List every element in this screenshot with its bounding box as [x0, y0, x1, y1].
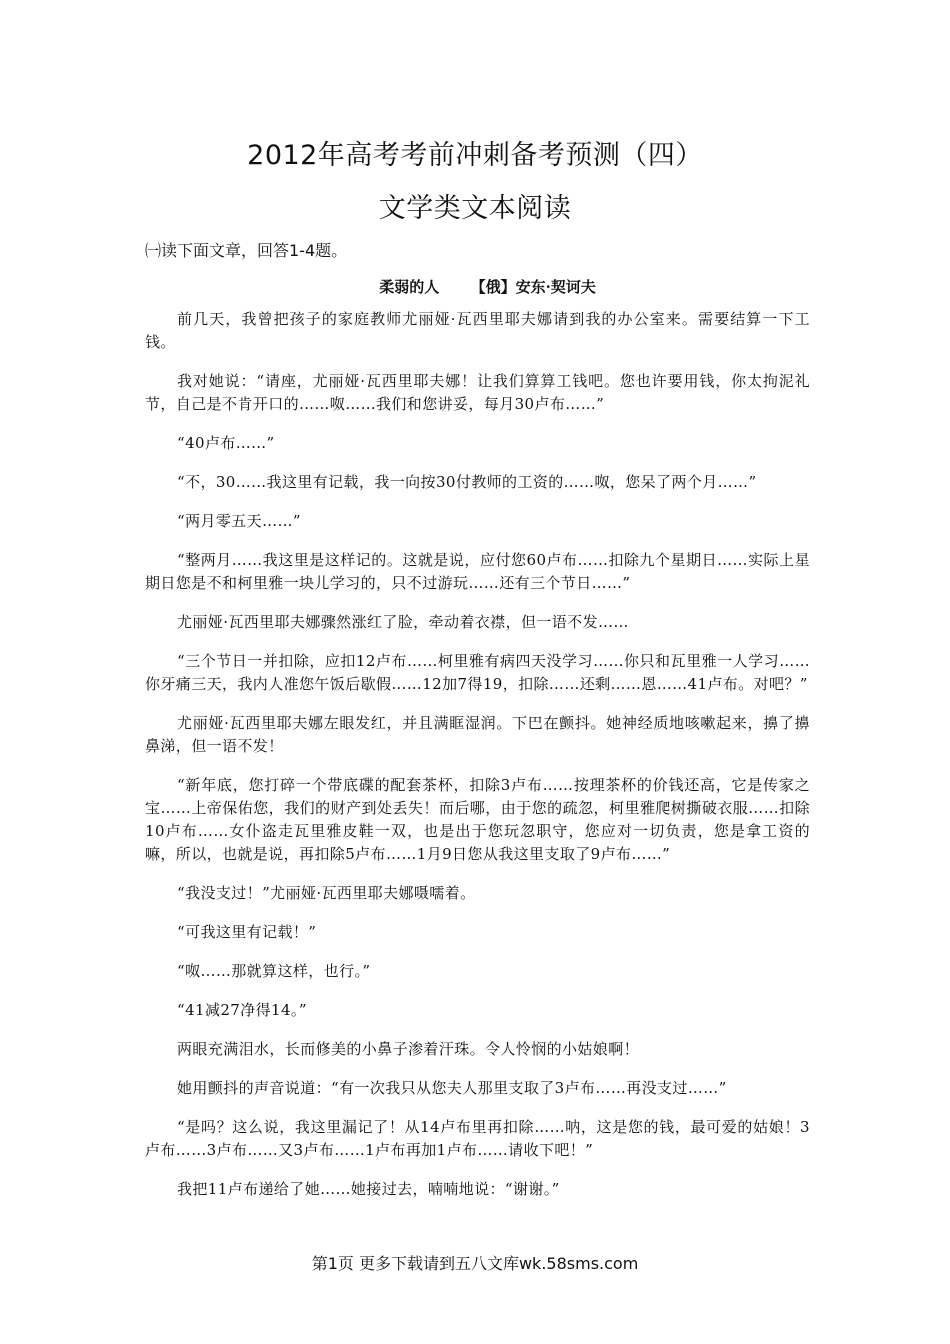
story-title: 柔弱的人 [379, 278, 440, 296]
paragraph: 前几天，我曾把孩子的家庭教师尤丽娅·瓦西里耶夫娜请到我的办公室来。需要结算一下工钱。 [145, 310, 810, 351]
story-body [145, 308, 810, 1217]
paragraph: 尤丽娅·瓦西里耶夫娜骤然涨红了脸，牵动着衣襟，但一语不发…… [177, 613, 629, 631]
paragraph: “整两月……我这里是这样记的。这就是说，应付您60卢布……扣除九个星期日……实际上星期日您是不和柯里雅一块儿学习的，只不过游玩……还有三个节日……” [145, 551, 810, 592]
paragraph: “呶……那就算这样，也行。” [177, 962, 371, 980]
document-title: 2012年高考考前冲刺备考预测（四） [247, 140, 703, 171]
paragraph: “不，30……我这里有记载，我一向按30付教师的工资的……呶，您呆了两个月……” [177, 473, 757, 491]
paragraph: “40卢布……” [177, 434, 275, 452]
story-byline [0, 276, 950, 297]
paragraph: “两月零五天……” [177, 512, 301, 530]
page-footer: 第1页 更多下载请到五八文库wk.58sms.com [311, 1254, 639, 1273]
document-subtitle: 文学类文本阅读 [378, 193, 572, 224]
paragraph: 两眼充满泪水，长而修美的小鼻子渗着汗珠。令人怜悯的小姑娘啊！ [177, 1040, 640, 1058]
story-author: 【俄】安东·契诃夫 [470, 278, 596, 296]
paragraph: “可我这里有记载！” [177, 923, 317, 941]
paragraph: “41减27净得14。” [177, 1001, 307, 1019]
paragraph: 我对她说：“请座，尤丽娅·瓦西里耶夫娜！让我们算算工钱吧。您也许要用钱，你太拘泥礼节，自己是不肯开口的……呶……我们和您讲妥，每月30卢布……” [145, 372, 810, 413]
paragraph: “三个节日一并扣除，应扣12卢布……柯里雅有病四天没学习……你只和瓦里雅一人学习……你牙痛三天，我内人准您午饭后歇假……12加7得19，扣除……还剩……恩……41卢布。对吧？” [145, 652, 810, 693]
paragraph: “是吗？这么说，我这里漏记了！从14卢布里再扣除……呐，这是您的钱，最可爱的姑娘！3卢布……3卢布……又3卢布……1卢布再加1卢布……请收下吧！” [145, 1118, 810, 1159]
paragraph: “新年底，您打碎一个带底碟的配套茶杯，扣除3卢布……按理茶杯的价钱还高，它是传家之宝……上帝保佑您，我们的财产到处丢失！而后哪，由于您的疏忽，柯里雅爬树撕破衣服……扣除10卢布……女仆盗走瓦里雅皮鞋一双，也是出于您玩忽职守，您应对一切负责，您是拿工资的嘛，所以，也就是说，再扣除5卢布……1月9日您从我这里支取了9卢布……” [145, 776, 810, 863]
reading-instruction: ㈠读下面文章，回答1-4题。 [145, 241, 348, 260]
paragraph: 尤丽娅·瓦西里耶夫娜左眼发红，并且满眶湿润。下巴在颤抖。她神经质地咳嗽起来，擤了擤鼻涕，但一语不发！ [145, 714, 810, 755]
paragraph: “我没支过！”尤丽娅·瓦西里耶夫娜嗫嚅着。 [177, 884, 476, 902]
paragraph: 她用颤抖的声音说道：“有一次我只从您夫人那里支取了3卢布……再没支过……” [177, 1079, 727, 1097]
paragraph: 我把11卢布递给了她……她接过去，喃喃地说：“谢谢。” [177, 1180, 560, 1198]
